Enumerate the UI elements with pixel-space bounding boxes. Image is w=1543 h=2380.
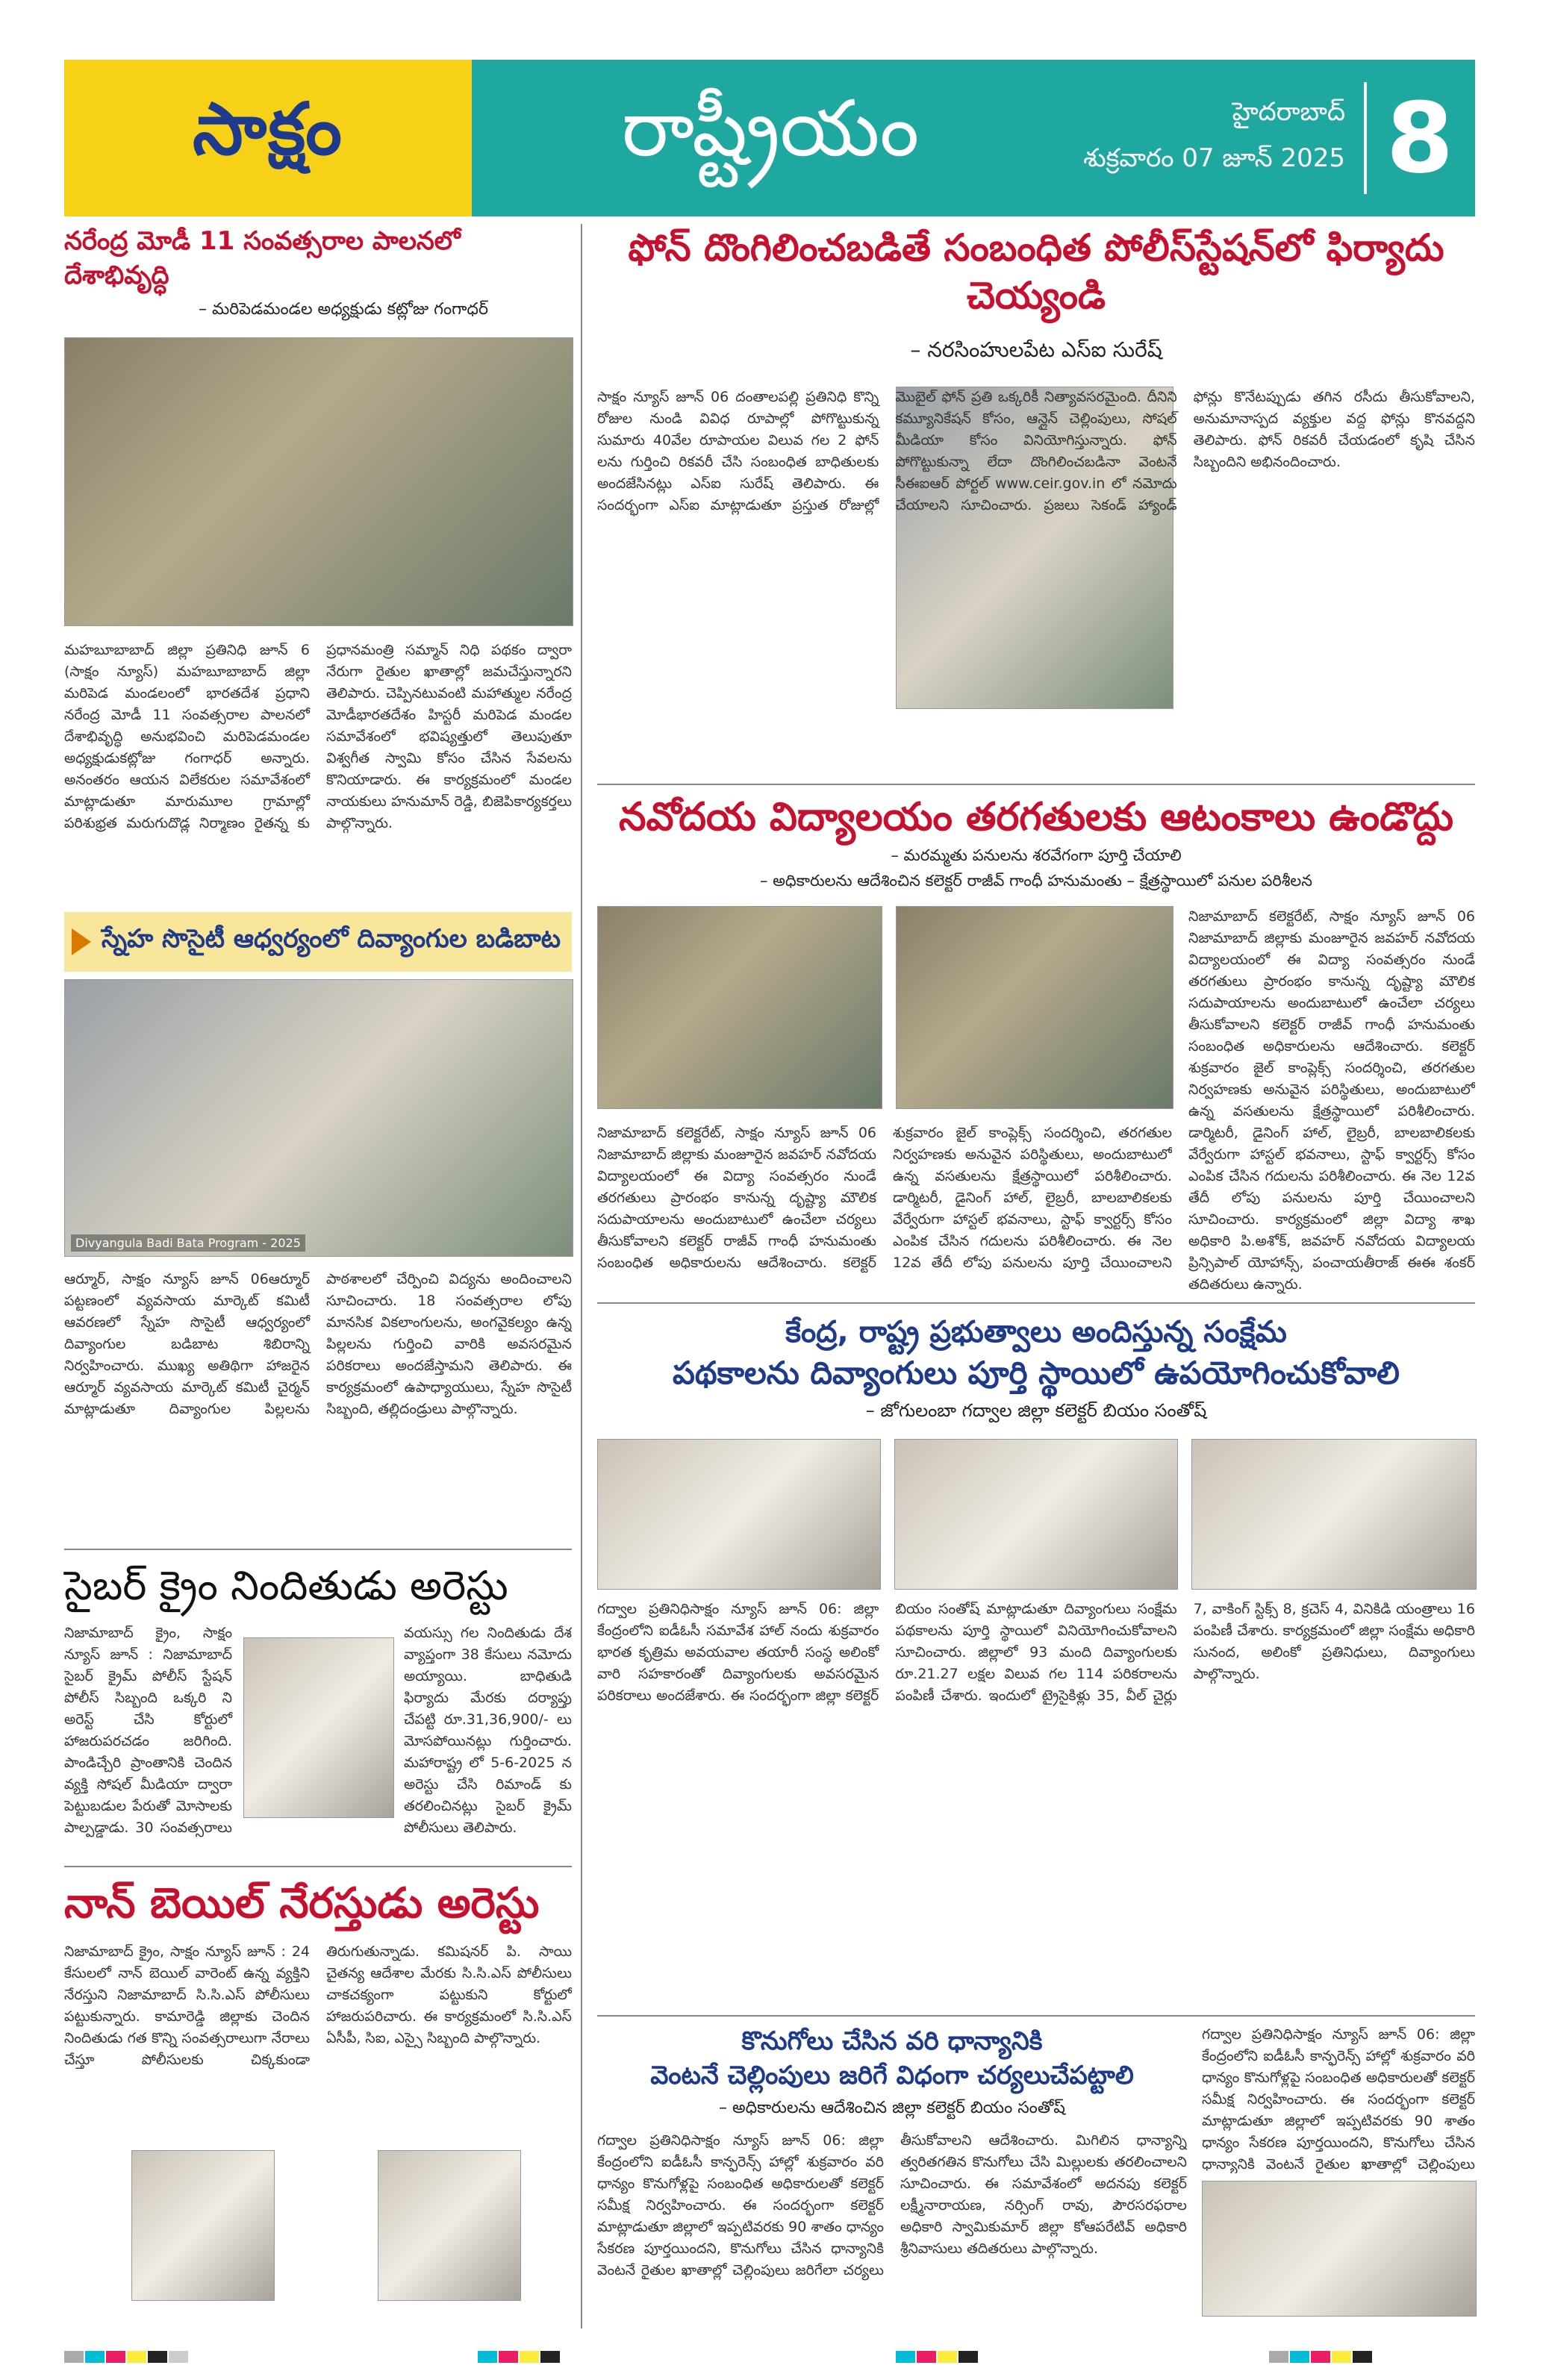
story-navodaya (597, 793, 1475, 1294)
edition-city: హైదరాబాద్ (1232, 97, 1345, 127)
story-body: నిజామాబాద్ క్రైం, సాక్షం న్యూస్ జూన్ : 24 కేసులలో నాన్ బెయిల్ వారెంట్ ఉన్న వ్యక్తిని నేరస్తుని నిజామాబాద్ సి.సి.ఎస్ పోలీసులు పట్టుకున్నారు. కామారెడ్డి జిల్లాకు చెందిన నిందితుడు గత కొన్ని సంవత్సరాలుగా నేరాలు చేస్తూ పోలీసులకు చిక్కకుండా తిరుగుతున్నాడు. కమిషనర్ పి. సాయి చైతన్య ఆదేశాల మేరకు సి.సి.ఎస్ పోలీసులు చాకచక్యంగా పట్టుకుని కోర్టులో హాజరుపరిచారు. ఈ కార్యక్రమంలో సి.సి.ఎస్ ఏసీపీ, సిఐ, ఎస్సై సిబ్బంది పాల్గొన్నారు. (64, 1943, 572, 2068)
story-headline: ఫోన్ దొంగిలించబడితే సంబంధిత పోలీస్‌స్టేషన్‌లో ఫిర్యాదు చెయ్యండి (628, 226, 1444, 317)
story-headline: నరేంద్ర మోడీ 11 సంవత్సరాల పాలనలో దేశాభివృద్ధి (64, 226, 461, 290)
story-subhead: – మరమ్మతు పనులను శరవేగంగా పూర్తి చేయాలి (891, 846, 1182, 864)
story-cyber-crime (64, 1560, 572, 1891)
column-divider (581, 224, 582, 2329)
photo-caption: Divyangula Badi Bata Program - 2025 (71, 1234, 305, 1252)
story-headline: వెంటనే చెల్లింపులు జరిగే విధంగా చర్యలుచేపట్టాలి (650, 2061, 1134, 2090)
story-photo (896, 906, 1173, 1109)
story-byline: – మరిపెడమండల అధ్యక్షుడు కట్లోజు గంగాధర్ (199, 300, 489, 319)
story-byline: – అధికారులను ఆదేశించిన జిల్లా కలెక్టర్ బియం సంతోష్ (718, 2099, 1065, 2117)
story-headline: కేంద్ర, రాష్ట్ర ప్రభుత్వాలు అందిస్తున్న సంక్షేమ (785, 1315, 1287, 1349)
print-registration-bar (1269, 2351, 1374, 2366)
story-body: నిజామాబాద్ కలెక్టరేట్, సాక్షం న్యూస్ జూన్ 06 నిజామాబాద్ జిల్లాకు మంజూరైన జవహర్ నవోదయ విద్యాలయంలో ఈ విద్యా సంవత్సరం నుండే తరగతులు ప్రారంభం కానున్న దృష్ట్యా మౌలిక సదుపాయాలను అందుబాటులో ఉంచేలా చర్యలు తీసుకోవాలని కలెక్టర్ రాజీవ్ గాంధీ హనుమంతు సంబంధిత అధికారులను ఆదేశించారు. కలెక్టర్ శుక్రవారం జైల్ కాంప్లెక్స్ సందర్శించి, తరగతుల నిర్వహణకు అనువైన పరిస్థితులు, అందుబాటులో ఉన్న వసతులను క్షేత్రస్థాయిలో పరిశీలించారు. డార్మిటరీ, డైనింగ్ హాల్, లైబ్రరీ, బాలబాలికలకు వేర్వేరుగా హాస్టల్ భవనాలు, స్టాఫ్ క్వార్టర్స్ కోసం ఎంపిక చేసిన గదులను పరిశీలించారు. ఈ నెల 12వ తేదీ లోపు పనులను పూర్తి చేయించాలని (597, 1125, 1172, 1271)
story-banner (64, 912, 572, 972)
story-body: ఆర్మూర్, సాక్షం న్యూస్ జూన్ 06ఆర్మూర్ పట్టణంలో వ్యవసాయ మార్కెట్ కమిటీ ఆవరణలో స్నేహ సొసైటీ ఆధ్వర్యంలో దివ్యాంగుల బడిబాట శిబిరాన్ని నిర్వహించారు. ముఖ్య అతిథిగా హాజరైన ఆర్మూర్ వ్యవసాయ మార్కెట్ కమిటీ చైర్మన్ మాట్లాడుతూ దివ్యాంగుల పిల్లలను పాఠశాలలో చేర్పించి విద్యను అందించాలని సూచించారు. 18 సంవత్సరాల లోపు మానసిక వికలాంగులను, అంగవైకల్యం ఉన్న పిల్లలను గుర్తించి వారికి అవసరమైన పరికరాలు అందజేస్తామని తెలిపారు. ఈ కార్యక్రమంలో ఉపాధ్యాయులు, స్నేహ సొసైటీ సిబ్బంది, తల్లిదండ్రులు పాల్గొన్నారు. (64, 1271, 572, 1417)
story-headline: పథకాలను దివ్యాంగులు పూర్తి స్థాయిలో ఉపయోగించుకోవాలి (673, 1355, 1400, 1391)
arrow-bullet-icon (72, 928, 91, 955)
newspaper-logo: సాక్షం (193, 87, 343, 171)
story-byline: – జోగులంబా గద్వాల జిల్లా కలెక్టర్ బియం సంతోష్ (865, 1400, 1207, 1421)
story-paddy-payments (597, 2024, 1475, 2323)
section-rule (597, 1302, 1475, 1304)
story-photo (64, 337, 573, 626)
story-modi-11-years (64, 224, 572, 901)
section-banner (472, 60, 1475, 216)
story-photo (894, 1439, 1178, 1590)
story-headline: సైబర్ క్రైం నిందితుడు అరెస్టు (64, 1562, 508, 1609)
story-divyang-welfare (597, 1312, 1475, 2024)
banner-text: స్నేహ సొసైటీ ఆధ్వర్యంలో దివ్యాంగుల బడిబాట (102, 924, 561, 954)
story-body-continued: గద్వాల ప్రతినిధిసాక్షం న్యూస్ జూన్ 06: జిల్లా కేంద్రంలోని ఐడీఓసీ కాన్ఫరెన్స్ హాల్లో శుక్రవారం వరి ధాన్యం కొనుగోళ్లపై సంబంధిత అధికారులతో కలెక్టర్ సమీక్ష నిర్వహించారు. ఈ సందర్భంగా కలెక్టర్ మాట్లాడుతూ జిల్లాలో ఇప్పటివరకు 90 శాతం ధాన్యం సేకరణ పూర్తయిందని, కొనుగోలు చేసిన ధాన్యానికి వెంటనే రైతుల ఖాతాల్లో చెల్లింపులు (1202, 2026, 1475, 2173)
story-body-continued: నిజామాబాద్ కలెక్టరేట్, సాక్షం న్యూస్ జూన్ 06 నిజామాబాద్ జిల్లాకు మంజూరైన జవహర్ నవోదయ విద్యాలయంలో ఈ విద్యా సంవత్సరం నుండే తరగతులు ప్రారంభం కానున్న దృష్ట్యా మౌలిక సదుపాయాలను అందుబాటులో ఉంచేలా చర్యలు తీసుకోవాలని కలెక్టర్ రాజీవ్ గాంధీ హనుమంతు సంబంధిత అధికారులను ఆదేశించారు. కలెక్టర్ శుక్రవారం జైల్ కాంప్లెక్స్ సందర్శించి, తరగతుల నిర్వహణకు అనువైన పరిస్థితులు, అందుబాటులో ఉన్న వసతులను క్షేత్రస్థాయిలో పరిశీలించారు. డార్మిటరీ, డైనింగ్ హాల్, లైబ్రరీ, బాలబాలికలకు వేర్వేరుగా హాస్టల్ భవనాలు, స్టాఫ్ క్వార్టర్స్ కోసం ఎంపిక చేసిన గదులను పరిశీలించారు. ఈ నెల 12వ తేదీ లోపు పనులను పూర్తి చేయించాలని సూచించారు. కార్యక్రమంలో జిల్లా విద్యా శాఖ అధికారి పి.అశోక్, జవహర్ నవోదయ విద్యాలయ ప్రిన్సిపాల్ యోహాన్స్, పంచాయతీరాజ్ ఈఈ శంకర్ తదితరులు ఉన్నారు. (1188, 908, 1475, 1293)
story-body: గద్వాల ప్రతినిధిసాక్షం న్యూస్ జూన్ 06: జిల్లా కేంద్రంలోని ఐడీఓసీ సమావేశ హాల్ నందు శుక్రవారం భారత కృత్రిమ అవయవాల తయారీ సంస్థ అలింకో వారి సహకారంతో దివ్యాంగులకు అవసరమైన పరికరాలు అందజేశారు. ఈ సందర్భంగా జిల్లా కలెక్టర్ బియం సంతోష్ మాట్లాడుతూ దివ్యాంగులు సంక్షేమ పథకాలను పూర్తి స్థాయిలో వినియోగించుకోవాలని సూచించారు. జిల్లాలో 93 మంది దివ్యాంగులకు రూ.21.27 లక్షల విలువ గల 114 పరికరాలను పంపిణీ చేశారు. ఇందులో ట్రైసైకిళ్లు 35, వీల్ చైర్లు 7, వాకింగ్ స్టిక్స్ 8, క్రచెస్ 4, వినికిడి యంత్రాలు 16 పంపిణీ చేశారు. కార్యక్రమంలో జిల్లా సంక్షేమ అధికారి సునంద, అలింకో ప్రతినిధులు, దివ్యాంగులు పాల్గొన్నారు. (597, 1601, 1475, 1704)
story-photo (64, 979, 573, 1257)
story-phone-theft (597, 224, 1475, 819)
story-body: సాక్షం న్యూస్ జూన్ 06 దంతాలపల్లి ప్రతినిధి కొన్ని రోజుల నుండి వివిధ రూపాల్లో పోగొట్టుకున్న సుమారు 40వేల రూపాయల విలువ గల 2 ఫోన్ లను గుర్తించి రికవరీ చేసి సంబంధిత బాధితులకు అందజేసినట్లు ఎస్ఐ సురేష్ తెలిపారు. ఈ సందర్భంగా ఎస్ఐ మాట్లాడుతూ ప్రస్తుత రోజుల్లో మొబైల్ ఫోన్ ప్రతి ఒక్కరికీ నిత్యావసరమైంది. దీనిని కమ్యూనికేషన్ కోసం, ఆన్లైన్ చెల్లింపులు, సోషల్ మీడియా కోసం వినియోగిస్తున్నారు. ఫోన్ పోగొట్టుకున్నా లేదా దొంగిలించబడినా వెంటనే సీఈఐఆర్ పోర్టల్ www.ceir.gov.in లో నమోదు చేయాలని సూచించారు. ప్రజలు సెకండ్ హ్యాండ్ ఫోన్లు కొనేటప్పుడు తగిన రసీదు తీసుకోవాలని, అనుమానాస్పద వ్యక్తుల వద్ద ఫోన్లు కొనవద్దని తెలిపారు. ఫోన్ రికవరీ చేయడంలో కృషి చేసిన సిబ్బందిని అభినందించారు. (597, 389, 1475, 513)
story-photo (1202, 2181, 1477, 2317)
logo-box (64, 60, 472, 216)
edition-date: శుక్రవారం 07 జూన్ 2025 (1083, 143, 1345, 173)
story-photo (597, 906, 882, 1109)
section-rule (597, 2015, 1475, 2017)
story-byline: – నరసింహులపేట ఎస్ఐ సురేష్ (910, 337, 1162, 362)
story-body: గద్వాల ప్రతినిధిసాక్షం న్యూస్ జూన్ 06: జిల్లా కేంద్రంలోని ఐడీఓసీ కాన్ఫరెన్స్ హాల్లో శుక్రవారం వరి ధాన్యం కొనుగోళ్లపై సంబంధిత అధికారులతో కలెక్టర్ సమీక్ష నిర్వహించారు. ఈ సందర్భంగా కలెక్టర్ మాట్లాడుతూ జిల్లాలో ఇప్పటివరకు 90 శాతం ధాన్యం సేకరణ పూర్తయిందని, కొనుగోలు చేసిన ధాన్యానికి వెంటనే రైతుల ఖాతాల్లో చెల్లింపులు జరిగేలా చర్యలు తీసుకోవాలని ఆదేశించారు. మిగిలిన ధాన్యాన్ని త్వరితగతిన కొనుగోలు చేసి మిల్లులకు తరలించాలని సూచించారు. ఈ సమావేశంలో అదనపు కలెక్టర్ లక్ష్మీనారాయణ, నర్సింగ్ రావు, పౌరసరఫరాల అధికారి స్వామికుమార్ జిల్లా కోఆపరేటివ్ అధికారి శ్రీనివాసులు తదితరులు పాల్గొన్నారు. (597, 2132, 1187, 2279)
accused-photo (131, 2150, 275, 2301)
accused-photo (378, 2150, 521, 2301)
story-headline: కొనుగోలు చేసిన వరి ధాన్యానికి (741, 2026, 1043, 2056)
masthead-divider (1364, 82, 1367, 194)
story-divyangula-badibata (64, 979, 572, 1545)
story-subhead: – అధికారులను ఆదేశించిన కలెక్టర్ రాజీవ్ గాంధీ హనుమంతు – క్షేత్రస్థాయిలో పనుల పరిశీలన (759, 872, 1313, 890)
page-number: 8 (1385, 81, 1454, 195)
section-rule (64, 1866, 572, 1867)
story-headline: నవోదయ విద్యాలయం తరగతులకు ఆటంకాలు ఉండొద్దు (618, 795, 1454, 840)
story-photo (1191, 1439, 1477, 1590)
story-body: నిజామాబాద్ క్రైం, సాక్షం న్యూస్ జూన్ : నిజామాబాద్ సైబర్ క్రైమ్ పోలీస్ స్టేషన్ పోలీస్ సిబ్బంది ఒక్కరి ని అరెస్ట్ చేసి కోర్టులో హాజరుపరచడం జరిగింది. పాండిచ్చేరి ప్రాంతానికి చెందిన వ్యక్తి సోషల్ మీడియా ద్వారా పెట్టుబడుల పేరుతో మోసాలకు పాల్పడ్డాడు. 30 సంవత్సరాలు వయస్సు గల నిందితుడు దేశ వ్యాప్తంగా 38 కేసులు నమోదు అయ్యాయి. బాధితుడి ఫిర్యాదు మేరకు దర్యాప్తు చేపట్టి రూ.31,36,900/- లు మోసపోయినట్లు గుర్తించారు. మహారాష్ట్ర లో 5-6-2025 న అరెస్టు చేసి రిమాండ్ కు తరలించినట్లు సైబర్ క్రైమ్ పోలీసులు తెలిపారు. (64, 1625, 572, 1836)
story-body: మహబూబాబాద్ జిల్లా ప్రతినిధి జూన్ 6 (సాక్షం న్యూస్) మహబూబాబాద్ జిల్లా మరిపెడ మండలంలో భారతదేశ ప్రధాని నరేంద్ర మోడీ 11 సంవత్సరాల పాలనలో దేశాభివృద్ధి అనుభవించి మరిపెడమండల అధ్యక్షుడుకట్లోజు గంగాధర్ అన్నారు. అనంతరం ఆయన విలేకరుల సమావేశంలో మాట్లాడుతూ మారుమూల గ్రామాల్లో పరిశుభ్రత మరుగుదొడ్ల నిర్మాణం రైతన్న కు ప్రధానమంత్రి సమ్మాన్ నిధి పథకం ద్వారా నేరుగా రైతుల ఖాతాల్లో జమచేస్తున్నారని తెలిపారు. చెప్పినటువంటి మహాత్ముల నరేంద్ర మోడీభారతదేశం హిస్టరీ మరిపెడ మండల సమావేశంలో భవిష్యత్తులో తెలుపుతూ విశ్వగీత స్వామి కోసం చేసిన సేవలను కొనియాడారు. ఈ కార్యక్రమంలో మండల నాయకులు హనుమాన్ రెడ్డి, బిజెపికార్యకర్తలు పాల్గొన్నారు. (64, 642, 572, 831)
story-headline: నాన్ బెయిల్ నేరస్తుడు అరెస్టు (64, 1879, 540, 1928)
section-rule (597, 784, 1475, 785)
print-registration-bar (896, 2351, 979, 2366)
print-registration-bar (478, 2351, 561, 2366)
print-registration-bar (64, 2351, 190, 2366)
section-rule (64, 1549, 572, 1550)
section-title: రాష్ట్రీయం (621, 83, 920, 174)
story-non-bailable (64, 1877, 572, 2299)
story-photo (597, 1439, 881, 1590)
masthead (64, 60, 1475, 216)
